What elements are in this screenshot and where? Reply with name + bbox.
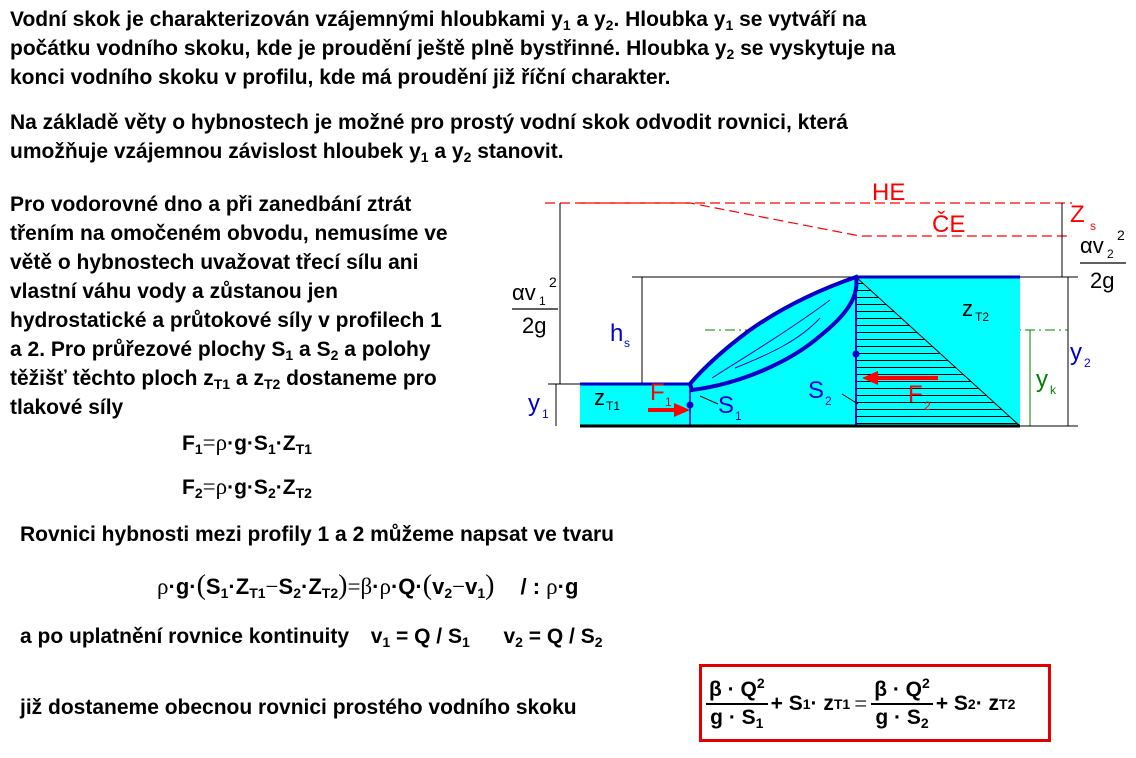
text: a po uplatnění rovnice kontinuity bbox=[20, 625, 350, 648]
sub: 1 bbox=[725, 17, 734, 33]
text: Pro vodorovné dno a při zanedbání ztrát bbox=[10, 193, 412, 216]
sub: T2 bbox=[263, 376, 281, 392]
sub: 2 bbox=[267, 485, 276, 501]
label-f1: F bbox=[650, 379, 665, 406]
label-alpha-v1: αv bbox=[512, 280, 536, 305]
label-he: HE bbox=[872, 179, 906, 206]
eq-part: · bbox=[390, 574, 399, 599]
eq-part: ) bbox=[485, 570, 495, 601]
sup: 2 bbox=[756, 675, 765, 691]
eq-part: Z bbox=[235, 574, 250, 599]
eq-part: = bbox=[854, 691, 868, 716]
eq-part: = bbox=[347, 574, 361, 599]
text: umožňuje vzájemnou závislost hloubek y bbox=[10, 140, 421, 163]
eq-part: v bbox=[432, 574, 445, 599]
text: Vodní skok je charakterizován vzájemnými hloubkami y bbox=[10, 8, 563, 31]
eq-part: v bbox=[503, 625, 516, 648]
label-ce: ČE bbox=[932, 211, 966, 238]
sub: 1 bbox=[220, 585, 229, 601]
label-2g-left: 2g bbox=[522, 313, 547, 338]
label-zs: Z bbox=[1070, 201, 1085, 228]
eq-part: F bbox=[182, 432, 195, 455]
sub: 2 bbox=[920, 715, 929, 731]
label-hs-sub: s bbox=[624, 336, 630, 350]
eq-part: = Q / S bbox=[522, 625, 595, 648]
eq-part: · bbox=[301, 574, 309, 599]
sub: 1 bbox=[477, 585, 486, 601]
eq-part: + S bbox=[770, 692, 803, 715]
eq-part: · bbox=[246, 476, 254, 499]
eq-part: g bbox=[175, 574, 190, 599]
text: a polohy bbox=[338, 338, 431, 361]
eq-part: Z bbox=[282, 432, 296, 455]
eq-part: S bbox=[205, 574, 221, 599]
eq-part: S bbox=[253, 476, 268, 499]
text: a z bbox=[230, 367, 264, 390]
eq-part: − bbox=[265, 574, 279, 599]
text: tlakové síly bbox=[10, 396, 124, 419]
final-equation: $\frac{\beta \cdot Q^2}{g \cdot S_1}$ + S 1 · z T1 = $\frac{\beta \cdot Q^2}{g \cdot S_2}$ + S 2 · z T2 bbox=[706, 672, 1015, 736]
text: těžišť těchto ploch z bbox=[10, 367, 214, 390]
eq-part: Z bbox=[282, 476, 296, 499]
text: se vytváří na bbox=[733, 8, 867, 31]
eq-part: S bbox=[278, 574, 294, 599]
label-zs-sub: s bbox=[1090, 219, 1096, 233]
label-s1-sub: 1 bbox=[735, 409, 742, 423]
eq-part: · bbox=[227, 476, 235, 499]
eq-part: S bbox=[253, 432, 268, 455]
sub: T1 bbox=[295, 441, 312, 457]
eq-part: · bbox=[227, 432, 235, 455]
label-f1-sub: 1 bbox=[665, 395, 672, 409]
text: a y bbox=[428, 140, 464, 163]
label-alpha-v2: αv bbox=[1080, 233, 1104, 258]
sub: 2 bbox=[726, 46, 735, 62]
energy-line-ce bbox=[580, 203, 1072, 236]
eq-part: · bbox=[275, 432, 283, 455]
eq-part: = bbox=[202, 474, 216, 499]
label-s2-sub: 2 bbox=[825, 394, 832, 408]
eq-part: g bbox=[234, 476, 247, 499]
eq-part: g · S bbox=[710, 706, 756, 729]
sub: 2 bbox=[463, 149, 472, 165]
eq-part: ρ bbox=[546, 574, 558, 599]
eq-part: v bbox=[370, 625, 383, 648]
label-alpha-v2-sq: 2 bbox=[1117, 227, 1125, 243]
text: počátku vodního skoku, kde je proudění ještě plně bystřinné. Hloubka y bbox=[10, 37, 727, 60]
eq-part: Z bbox=[308, 574, 322, 599]
text: vlastní váhu vody a zůstanou jen bbox=[10, 280, 338, 303]
eq-part: = Q / S bbox=[390, 625, 462, 648]
eq-part: ρ bbox=[215, 474, 228, 499]
eq-part: β · Q bbox=[709, 678, 757, 701]
sub: 1 bbox=[461, 634, 470, 650]
eq-part: ρ bbox=[157, 574, 169, 599]
sub: 1 bbox=[562, 17, 571, 33]
eq-part: g · S bbox=[875, 706, 921, 729]
text: dostaneme pro bbox=[280, 367, 437, 390]
eq-part: / : bbox=[520, 574, 547, 599]
centroid-2 bbox=[853, 351, 860, 358]
eq-part: · bbox=[189, 574, 197, 599]
sup: 2 bbox=[922, 675, 930, 691]
text: stanovit. bbox=[471, 140, 564, 163]
eq-part: F bbox=[182, 476, 195, 499]
eq-part: Q bbox=[398, 574, 416, 599]
sub: T2 bbox=[321, 585, 339, 601]
sub: 1 bbox=[382, 634, 391, 650]
sub: 2 bbox=[594, 634, 603, 650]
text: větě o hybnostech uvažovat třecí sílu ani bbox=[10, 251, 419, 274]
centroid-1 bbox=[687, 402, 694, 409]
eq-part: ( bbox=[196, 570, 206, 601]
eq-part: · bbox=[372, 574, 380, 599]
final-sentence: již dostaneme obecnou rovnici prostého vodního skoku bbox=[20, 696, 577, 719]
label-hs: h bbox=[610, 320, 624, 347]
label-y1-sub: 1 bbox=[542, 407, 549, 421]
text: a y bbox=[570, 8, 606, 31]
sub: 1 bbox=[194, 441, 203, 457]
label-f2-sub: 2 bbox=[924, 399, 931, 413]
eq-part: · bbox=[168, 574, 176, 599]
label-zt2-sub: T2 bbox=[975, 310, 990, 324]
sub: 2 bbox=[194, 485, 203, 501]
eq-part: · z bbox=[810, 692, 834, 715]
sub: 2 bbox=[444, 585, 453, 601]
eq-part: · bbox=[275, 476, 283, 499]
sub: 2 bbox=[293, 585, 301, 601]
eq-part: · bbox=[246, 432, 254, 455]
eq-part: ( bbox=[422, 570, 433, 601]
sub: 2 bbox=[605, 17, 614, 33]
text: hydrostatické a průtokové síly v profilech 1 bbox=[10, 309, 442, 332]
label-zt1: z bbox=[594, 385, 605, 410]
eq-part: · bbox=[228, 574, 236, 599]
eq-part: ρ bbox=[215, 430, 228, 455]
eq-part: g bbox=[234, 432, 247, 455]
eq-part: + S bbox=[935, 692, 968, 715]
label-alpha-v1-sub: 1 bbox=[539, 294, 546, 308]
text: . Hloubka y bbox=[613, 8, 726, 31]
text: a 2. Pro průřezové plochy S bbox=[10, 338, 286, 361]
sub: T1 bbox=[213, 376, 231, 392]
text: a S bbox=[293, 338, 331, 361]
label-yk: y bbox=[1036, 366, 1048, 393]
sub: T1 bbox=[249, 585, 266, 601]
eq-part: − bbox=[452, 574, 466, 599]
sub: T2 bbox=[295, 485, 312, 501]
text: Na základě věty o hybnostech je možné pro prostý vodní skok odvodit rovnici, která bbox=[10, 111, 848, 134]
sub: 2 bbox=[515, 634, 523, 650]
sub: 1 bbox=[285, 347, 294, 363]
label-s1: S bbox=[718, 392, 735, 419]
label-2g-right: 2g bbox=[1090, 268, 1115, 293]
text: se vyskytuje na bbox=[734, 37, 896, 60]
label-zt2: z bbox=[962, 296, 973, 321]
label-alpha-v1-sq: 2 bbox=[549, 274, 557, 290]
eq-part: β · Q bbox=[874, 678, 923, 701]
label-yk-sub: k bbox=[1050, 383, 1056, 397]
sub: 1 bbox=[755, 715, 764, 731]
label-f2: F bbox=[908, 381, 923, 408]
label-alpha-v2-sub: 2 bbox=[1107, 247, 1114, 261]
text: konci vodního skoku v profilu, kde má proudění již říční charakter. bbox=[10, 66, 671, 89]
eq-part: ρ bbox=[379, 574, 391, 599]
eq-part: · bbox=[415, 574, 423, 599]
eq-part: = bbox=[202, 430, 216, 455]
label-y1: y bbox=[528, 390, 540, 417]
sub: 1 bbox=[420, 149, 429, 165]
sub: 1 bbox=[267, 441, 276, 457]
label-y2: y bbox=[1070, 339, 1082, 366]
label-y2-sub: 2 bbox=[1084, 356, 1091, 370]
eq-part: v bbox=[465, 574, 478, 599]
eq-part: · z bbox=[975, 692, 1000, 715]
eq-part: · bbox=[557, 574, 565, 599]
label-zt1-sub: T1 bbox=[606, 399, 621, 413]
eq-part: g bbox=[564, 574, 579, 599]
sub: 2 bbox=[330, 347, 339, 363]
eq-part: ) bbox=[338, 570, 348, 601]
text: třením na omočeném obvodu, nemusíme ve bbox=[10, 222, 448, 245]
momentum-sentence: Rovnici hybnosti mezi profily 1 a 2 můžeme napsat ve tvaru bbox=[20, 523, 615, 546]
eq-part: β bbox=[360, 574, 373, 599]
label-s2: S bbox=[808, 377, 825, 404]
